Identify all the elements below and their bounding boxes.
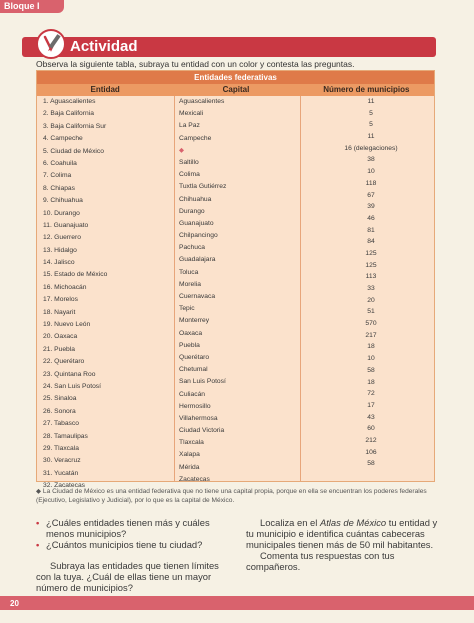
questions-right [246, 517, 442, 572]
capital-cell: Chetumal [179, 366, 208, 374]
municipios-cell: 39 [367, 203, 375, 211]
question-item [36, 539, 236, 550]
atlas-text-a: Localiza en el [260, 517, 320, 528]
entidad-cell: 30. Veracruz [43, 457, 81, 465]
municipios-cell: 58 [367, 366, 375, 374]
capital-cell: Campeche [179, 134, 212, 142]
entidad-cell: 5. Ciudad de México [43, 147, 104, 155]
municipios-cell: 125 [365, 261, 377, 269]
capital-cell: Aguascalientes [179, 98, 225, 105]
entidad-cell: 11. Guanajuato [43, 221, 89, 229]
capital-cell: Durango [179, 207, 205, 215]
column-divider [174, 96, 175, 481]
municipios-cell: 67 [367, 191, 375, 199]
capital-cell: Zacatecas [179, 475, 210, 483]
entities-table [36, 70, 435, 490]
capital-cell: Pachuca [179, 244, 206, 252]
municipios-cell: 125 [365, 249, 377, 257]
capital-column [179, 96, 226, 486]
entidad-cell: 29. Tlaxcala [43, 444, 79, 452]
municipios-cell: 10 [367, 168, 375, 176]
municipios-cell: 5 [369, 121, 373, 129]
capital-cell: San Luis Potosí [179, 378, 226, 386]
municipios-cell: 72 [367, 390, 375, 398]
entidad-cell: 25. Sinaloa [43, 395, 77, 403]
capital-cell: Tepic [179, 305, 195, 313]
questions-left [36, 517, 236, 593]
bloque-tab [0, 0, 64, 13]
capital-cell: Hermosillo [179, 402, 211, 410]
entidad-cell: 32. Zacatecas [43, 482, 86, 490]
bloque-number: I [37, 1, 40, 11]
capital-cell: Culiacán [179, 390, 206, 398]
municipios-cell: 20 [367, 296, 375, 304]
municipios-cell: 81 [367, 226, 375, 234]
municipios-cell: 60 [367, 425, 375, 433]
municipios-cell: 5 [369, 109, 373, 117]
discuss-instruction: Comenta tus respuestas con tus compañeros. [246, 550, 395, 572]
capital-cell: Querétaro [179, 353, 210, 361]
entidad-cell: 9. Chihuahua [43, 197, 83, 205]
question-text: ¿Cuántos municipios tiene tu ciudad? [46, 539, 203, 550]
capital-cell: ◆ [179, 146, 185, 154]
entidad-cell: 13. Hidalgo [43, 246, 77, 254]
entidad-column [43, 96, 107, 493]
municipios-cell: 84 [367, 238, 375, 246]
page-number: 20 [10, 599, 19, 608]
bloque-label: Bloque [4, 1, 35, 11]
entidad-cell: 8. Chiapas [43, 184, 75, 192]
entidad-cell: 20. Oaxaca [43, 333, 78, 341]
question-text: ¿Cuáles entidades tienen más y cuáles menos municipios? [46, 517, 210, 539]
municipios-cell: 43 [367, 413, 375, 421]
municipios-cell: 118 [365, 179, 377, 187]
capital-cell: Toluca [179, 268, 199, 276]
capital-cell: Chilpancingo [179, 232, 218, 240]
entidad-cell: 1. Aguascalientes [43, 98, 96, 105]
capital-cell: Villahermosa [179, 414, 218, 422]
capital-cell: Guanajuato [179, 219, 214, 227]
capital-cell: Cuernavaca [179, 293, 216, 300]
municipios-cell: 51 [367, 308, 375, 316]
column-header-capital: Capital [222, 85, 250, 94]
capital-cell: Monterrey [179, 317, 210, 325]
entidad-cell: 26. Sonora [43, 407, 76, 415]
pencil-icon [36, 29, 66, 59]
activity-title: Actividad [70, 38, 138, 55]
column-header-municipios: Número de municipios [323, 85, 410, 94]
footnote: ◆ La Ciudad de México es una entidad federativa que no tiene una capital propia, porque en ella se encuentran los poderes federales (Ejecutivo, Legislativo y Judicial), por lo que es la capital de México. [36, 488, 427, 504]
entidad-cell: 19. Nuevo León [43, 321, 91, 329]
municipios-cell: 217 [365, 331, 377, 339]
capital-cell: Colima [179, 171, 200, 179]
table-body [37, 96, 434, 490]
municipios-cell: 10 [367, 355, 375, 363]
atlas-text-b: tu entidad y tu municipio e identifica cuántas cabeceras municipales tienen más de 50 mil habitantes. [246, 517, 438, 550]
capital-cell: Morelia [179, 280, 201, 288]
capital-cell: La Paz [179, 122, 200, 130]
question-paragraph: Subraya las entidades que tienen límites con la tuya. ¿Cuál de ellas tiene un mayor número de municipios? [36, 560, 219, 593]
entidad-cell: 14. Jalisco [43, 259, 75, 267]
entidad-cell: 6. Coahuila [43, 159, 77, 167]
capital-cell: Chihuahua [179, 195, 212, 203]
entidad-cell: 16. Michoacán [43, 283, 87, 291]
entidad-cell: 7. Colima [43, 172, 72, 180]
table-header [37, 84, 434, 96]
municipios-cell: 570 [365, 320, 377, 328]
bullet-icon: • [36, 517, 40, 528]
municipios-cell: 38 [367, 156, 375, 164]
municipios-cell: 33 [367, 285, 375, 292]
capital-cell: Oaxaca [179, 329, 203, 337]
entidad-cell: 18. Nayarit [43, 308, 76, 316]
capital-cell: Tlaxcala [179, 439, 204, 447]
entidad-cell: 3. Baja California Sur [43, 122, 107, 130]
entidad-cell: 21. Puebla [43, 345, 75, 353]
entidad-cell: 27. Tabasco [43, 420, 79, 428]
table-title: Entidades federativas [37, 71, 434, 84]
atlas-title: Atlas de México [319, 517, 387, 528]
entidad-cell: 28. Tamaulipas [43, 432, 88, 440]
entidad-cell: 15. Estado de México [43, 271, 108, 279]
capital-cell: Puebla [179, 341, 200, 349]
capital-cell: Saltillo [179, 158, 199, 166]
footer-bar [0, 596, 474, 610]
capital-cell: Tuxtla Gutiérrez [179, 183, 227, 191]
municipios-cell: 212 [365, 436, 377, 444]
activity-instruction: Observa la siguiente tabla, subraya tu entidad con un color y contesta las preguntas. [36, 59, 355, 69]
capital-cell: Guadalajara [179, 256, 216, 264]
entidad-cell: 31. Yucatán [43, 469, 79, 477]
entidad-cell: 17. Morelos [43, 296, 78, 304]
column-header-entidad: Entidad [90, 85, 120, 94]
municipios-cell: 11 [367, 98, 375, 105]
entidad-cell: 12. Guerrero [43, 234, 81, 242]
bullet-icon: • [36, 539, 40, 550]
municipios-column [303, 96, 439, 470]
municipios-cell: 106 [365, 448, 377, 456]
entidad-cell: 2. Baja California [43, 110, 94, 118]
municipios-cell: 46 [367, 214, 375, 222]
question-item [36, 517, 236, 539]
municipios-cell: 58 [367, 460, 375, 468]
column-divider [300, 96, 301, 481]
municipios-cell: 11 [367, 133, 375, 141]
entidad-cell: 24. San Luis Potosí [43, 382, 101, 390]
municipios-cell: 18 [367, 343, 375, 351]
municipios-cell: 18 [367, 378, 375, 386]
municipios-cell: 17 [367, 401, 375, 409]
capital-cell: Mérida [179, 463, 200, 471]
atlas-instruction [246, 517, 442, 550]
capital-cell: Mexicali [179, 110, 204, 118]
entidad-cell: 23. Quintana Roo [43, 370, 96, 378]
capital-cell: Ciudad Victoria [179, 427, 225, 435]
municipios-cell: 16 (delegaciones) [344, 144, 398, 152]
municipios-cell: 113 [365, 273, 377, 281]
capital-cell: Xalapa [179, 451, 200, 459]
entidad-cell: 10. Durango [43, 209, 80, 217]
entidad-cell: 4. Campeche [43, 135, 83, 143]
entidad-cell: 22. Querétaro [43, 358, 85, 366]
